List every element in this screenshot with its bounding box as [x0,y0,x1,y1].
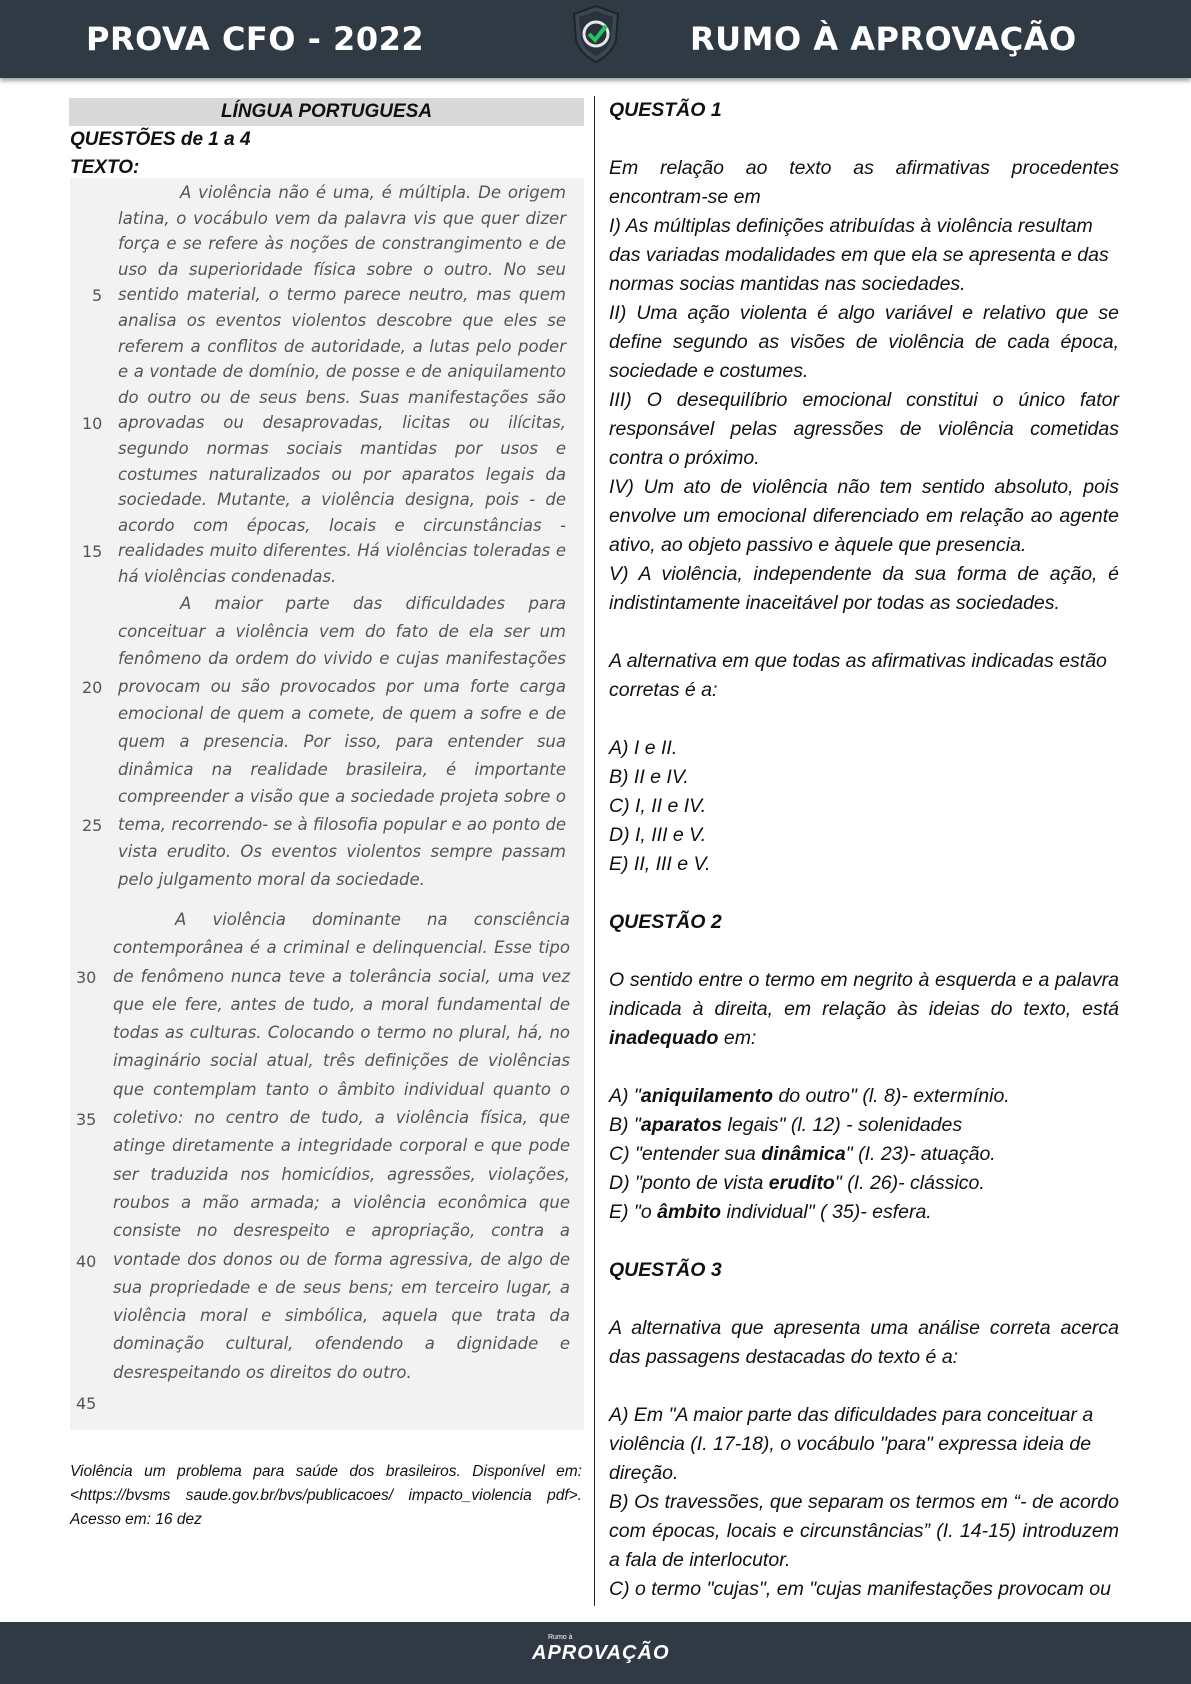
question-1-statement: II) Uma ação violenta é algo variável e relativo que se define segundo as visões de violência de cada época, sociedade e costumes. [609,302,1119,382]
question-1-option[interactable]: D) I, III e V. [609,824,707,846]
question-1-statement: V) A violência, independente da sua forma de ação, é indistintamente inaceitável por todas as sociedades. [609,563,1119,614]
question-3-stem: A alternativa que apresenta uma análise correta acerca das passagens destacadas do texto é a: [609,1317,1119,1368]
line-number: 20 [82,678,103,697]
passage-paragraph-3: A violência dominante na consciência contemporânea é a criminal e delinquencial. Esse tipo de fenômeno nunca teve a tolerância social, uma vez que ele fere, antes de tudo, a moral fundamental de todas as culturas. Colocando o termo no plural, há, no imaginário social atual, três definições de violências que contemplam tanto o âmbito individual quanto o coletivo: no centro de tudo, a violência física, que atinge diretamente a integridade corporal e que pode ser traduzida nos homicídios, agressões, violações, roubos a mão armada; a violência econômica que consiste no desrespeito e apropriação, contra a vontade dos donos ou de forma agressiva, de algo de sua propriedade e de seus bens; em terceiro lugar, a violência moral e simbólica, aquela que trata da dominação cultural, ofendendo a dignidade e desrespeitando os direitos do outro. [113,910,570,1382]
source-citation: Violência um problema para saúde dos brasileiros. Disponível em: <https://bvsms saude.gov.br/bvs/publicacoes/ impacto_violencia pdf>. Acesso em: 16 dez [70,1463,582,1528]
option-prefix: D) "ponto de vista [609,1172,769,1194]
option-suffix: " (I. 23)- atuação. [845,1143,996,1165]
question-3-title: QUESTÃO 3 [609,1259,722,1281]
question-1-option[interactable]: C) I, II e IV. [609,795,707,817]
option-bold-term: dinâmica [761,1143,846,1165]
line-number: 40 [76,1252,97,1271]
option-prefix: E) "o [609,1201,658,1223]
page-header [0,0,1191,78]
question-3-option[interactable]: C) o termo "cujas", em "cujas manifestações provocam ou [609,1578,1111,1600]
line-number: 10 [82,414,103,433]
question-1-statement: IV) Um ato de violência não tem sentido absoluto, pois envolve um emocional diferenciado em relação ao agente ativo, ao objeto passivo e àquele que presencia. [609,476,1119,556]
column-divider [594,96,595,1606]
questions-range-label: QUESTÕES de 1 a 4 [70,129,251,150]
question-1-option[interactable]: E) II, III e V. [609,853,711,875]
exam-title: PROVA CFO - 2022 [86,20,425,58]
option-bold-term: aparatos [640,1114,723,1136]
right-column [609,96,1119,1604]
line-number: 30 [76,968,97,987]
line-number: 25 [82,816,103,835]
question-1-statement: III) O desequilíbrio emocional constitui o único fator responsável pelas agressões de violência cometidas contra o próximo. [609,389,1119,469]
option-bold-term: erudito [768,1172,835,1194]
line-number: 5 [92,286,103,305]
question-2-option[interactable] [609,1082,1119,1111]
text-label: TEXTO: [70,157,140,178]
section-heading: LÍNGUA PORTUGUESA [69,98,584,126]
footer-logo-tagline: Rumo à [548,1634,573,1641]
question-1-option[interactable]: B) II e IV. [609,766,689,788]
question-1-prompt: A alternativa em que todas as afirmativas indicadas estão corretas é a: [609,650,1107,701]
option-bold-term: aniquilamento [640,1085,774,1107]
reading-passage [70,178,584,1430]
option-prefix: C) "entender sua [609,1143,762,1165]
line-number: 15 [82,542,103,561]
question-2-stem-text: O sentido entre o termo em negrito à esquerda e a palavra indicada à direita, em relação às ideias do texto, está [609,969,1119,1020]
option-suffix: individual" ( 35)- esfera. [721,1201,932,1223]
question-2-option[interactable] [609,1198,1119,1227]
option-suffix: " (I. 26)- clássico. [834,1172,985,1194]
option-prefix: A) " [609,1085,641,1107]
line-number: 45 [76,1394,97,1413]
option-suffix: do outro" (l. 8)- extermínio. [773,1085,1010,1107]
question-2-option[interactable] [609,1140,1119,1169]
question-3-option[interactable]: A) Em "A maior parte das dificuldades para conceituar a violência (I. 17-18), o vocábulo "para" expressa ideia de direção. [609,1404,1094,1484]
question-2-title: QUESTÃO 2 [609,911,722,933]
shield-check-logo-icon [570,4,622,64]
passage-paragraph-2: A maior parte das dificuldades para conceituar a violência vem do fato de ela ser um fenômeno da ordem do vivido e cujas manifestações provocam ou são provocados por uma forte carga emocional de quem a comete, de quem a sofre e de quem a presencia. Por isso, para entender sua dinâmica na realidade brasileira, é importante compreender a visão que a sociedade projeta sobre o tema, recorrendo- se à filosofia popular e ao ponto de vista erudito. Os eventos violentos sempre passam pelo julgamento moral da sociedade. [118,594,566,889]
page-footer [0,1622,1191,1684]
question-1-stem: Em relação ao texto as afirmativas procedentes encontram-se em [609,157,1119,208]
question-2-stem [609,966,1119,1053]
option-suffix: legais" (l. 12) - solenidades [722,1114,963,1136]
left-column [70,98,584,182]
option-prefix: B) " [609,1114,641,1136]
question-2-stem-bold: inadequado [609,1027,719,1049]
footer-logo: APROVAÇÃO [532,1642,670,1664]
question-1-title: QUESTÃO 1 [609,99,722,121]
option-bold-term: âmbito [657,1201,722,1223]
brand-title: RUMO À APROVAÇÃO [690,20,1077,58]
question-3-option[interactable]: B) Os travessões, que separam os termos em “- de acordo com épocas, locais e circunstâncias” (I. 14-15) introduzem a fala de interlocutor. [609,1491,1119,1571]
passage-paragraph-1: A violência não é uma, é múltipla. De origem latina, o vocábulo vem da palavra vis que quer dizer força e se refere às noções de constrangimento e de uso da superioridade física sobre o outro. No seu sentido material, o termo parece neutro, mas quem analisa os eventos violentos descobre que eles se referem a conflitos de autoridade, a lutas pelo poder e a vontade de domínio, de posse e de aniquilamento do outro ou de seus bens. Suas manifestações são aprovadas ou desaprovadas, licitas ou ilícitas, segundo normas sociais mantidas por usos e costumes naturalizados ou por aparatos legais da sociedade. Mutante, a violência designa, pois - de acordo com épocas, locais e circunstâncias - realidades muito diferentes. Há violências toleradas e há violências condenadas. [118,183,566,586]
question-1-statement: I) As múltiplas definições atribuídas à violência resultam das variadas modalidades em que ela se apresenta e das normas socias mantidas nas sociedades. [609,215,1109,295]
question-2-option[interactable] [609,1169,1119,1198]
question-1-option[interactable]: A) I e II. [609,737,678,759]
line-number: 35 [76,1110,97,1129]
question-2-option[interactable] [609,1111,1119,1140]
question-2-stem-end: em: [723,1027,757,1049]
